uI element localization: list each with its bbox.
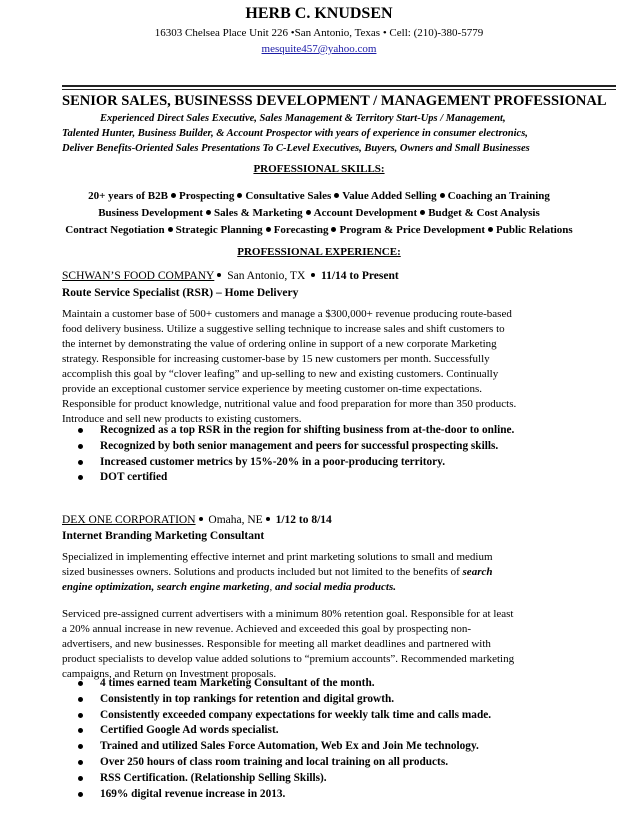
list-item [78, 455, 514, 471]
bullet-dot-icon [206, 210, 211, 215]
achievement-text: Increased customer metrics by 15%-20% in a poor-producing territory. [100, 455, 446, 468]
bullet-dot-icon [488, 227, 493, 232]
job-description-line: a 20% annual increase in new revenue. Achieved and exceeded this goal by prospecting non- [62, 623, 471, 635]
summary-line: Talented Hunter, Business Builder, & Account Prospector with years of experience in consumer electronics, [62, 128, 528, 139]
skills-section-title: PROFESSIONAL SKILLS: [253, 163, 385, 175]
job-description-line: Specialized in implementing effective internet and print marketing solutions to small and medium [62, 551, 493, 563]
job-company-line [62, 270, 399, 282]
achievement-list [78, 423, 514, 486]
bullet-dot-icon [217, 273, 221, 277]
achievement-text: RSS Certification. (Relationship Selling Skills). [100, 771, 327, 784]
professional-headline: SENIOR SALES, BUSINESSS DEVELOPMENT / MANAGEMENT PROFESSIONAL [62, 93, 607, 109]
job-role: Internet Branding Marketing Consultant [62, 530, 265, 542]
skill-item: Value Added Selling [342, 190, 437, 202]
list-item [78, 739, 491, 755]
skills-row [0, 207, 638, 219]
bullet-dot-icon [237, 193, 242, 198]
list-item [78, 470, 514, 486]
job-description-line: the internet by demonstrating the value of ordering online in support of a new corporate Marketing [62, 338, 497, 350]
job-description-line: Introduce and sell new products to existing customers. [62, 413, 302, 425]
list-item [78, 755, 491, 771]
skill-item: Coaching an Training [447, 190, 550, 202]
bullet-dot-icon [78, 460, 83, 465]
emphasis-text: engine optimization, search engine marketing [62, 581, 270, 593]
bullet-dot-icon [78, 428, 83, 433]
skill-item: Consultative Sales [245, 190, 332, 202]
skill-item: Budget & Cost Analysis [428, 207, 540, 219]
bullet-dot-icon [78, 744, 83, 749]
achievement-text: Over 250 hours of class room training and local training on all products. [100, 755, 449, 768]
job-description-line: Maintain a customer base of 500+ customers and manage a $300,000+ revenue producing route-based [62, 308, 512, 320]
skill-item: Program & Price Development [339, 224, 485, 236]
job-dates: 1/12 to 8/14 [272, 514, 332, 526]
list-item [78, 723, 491, 739]
job-role: Route Service Specialist (RSR) – Home Delivery [62, 287, 299, 299]
bullet-dot-icon [78, 760, 83, 765]
bullet-dot-icon [334, 193, 339, 198]
bullet-dot-icon [199, 517, 203, 521]
email-link[interactable]: mesquite457@yahoo.com [261, 43, 377, 55]
list-item [78, 692, 491, 708]
list-item [78, 423, 514, 439]
list-item [78, 787, 491, 803]
bullet-dot-icon [78, 776, 83, 781]
header-divider [62, 85, 616, 87]
achievement-text: Trained and utilized Sales Force Automation, Web Ex and Join Me technology. [100, 740, 479, 753]
achievement-text: Recognized as a top RSR in the region for shifting business from at-the-door to online. [100, 424, 515, 436]
skill-item: Account Development [313, 207, 418, 219]
skill-item: Sales & Marketing [214, 207, 303, 219]
achievement-text: DOT certified [100, 471, 168, 484]
bullet-dot-icon [266, 517, 270, 521]
list-item [78, 439, 514, 455]
skill-item: Forecasting [273, 224, 329, 236]
skill-item: Prospecting [178, 190, 235, 202]
job-company-line [62, 514, 332, 526]
contact-address-line: 16303 Chelsea Place Unit 226 •San Antonio, Texas • Cell: (210)-380-5779 [154, 27, 484, 39]
bullet-dot-icon [78, 792, 83, 797]
summary-line: Experienced Direct Sales Executive, Sales Management & Territory Start-Ups / Management, [100, 113, 506, 124]
list-item [78, 676, 491, 692]
job-location: San Antonio, TX [224, 270, 309, 282]
list-item [78, 708, 491, 724]
job-description-line: provide an exceptional customer service experience by meeting customer on-time expectations. [62, 383, 482, 395]
bullet-dot-icon [331, 227, 336, 232]
bullet-dot-icon [78, 444, 83, 449]
job-description-line [62, 581, 396, 593]
candidate-name: HERB C. KNUDSEN [245, 5, 393, 22]
bullet-dot-icon [78, 713, 83, 718]
bullet-dot-icon [311, 273, 315, 277]
job-dates: 11/14 to Present [318, 270, 399, 282]
bullet-dot-icon [420, 210, 425, 215]
job-description-line: campaigns, and Return on Investment proposals. [62, 668, 277, 680]
bullet-dot-icon [306, 210, 311, 215]
achievement-list [78, 676, 491, 802]
bullet-dot-icon [78, 681, 83, 686]
job-location: Omaha, NE [205, 514, 263, 526]
bullet-dot-icon [266, 227, 271, 232]
list-item [78, 771, 491, 787]
job-description-line: product specialists to develop value added solutions to “premium accounts”. Recommended marketing [62, 653, 515, 665]
company-name: DEX ONE CORPORATION [62, 514, 196, 526]
bullet-dot-icon [171, 193, 176, 198]
bullet-dot-icon [440, 193, 445, 198]
summary-line: Deliver Benefits-Oriented Sales Presentations To C-Level Executives, Buyers, Owners and Small Businesses [62, 143, 530, 154]
job-description-line: strategy. Responsible for increasing customer-base by 15 new customers per month. Successfully [62, 353, 490, 365]
job-description-line: accomplish this goal by “clover leafing” and up-selling to new and existing customers. Continually [62, 368, 499, 380]
achievement-text: Recognized by both senior management and peers for successful prospecting skills. [100, 439, 499, 452]
achievement-text: 4 times earned team Marketing Consultant of the month. [100, 677, 375, 689]
emphasis-text: and social media products. [275, 581, 397, 593]
company-name: SCHWAN’S FOOD COMPANY [62, 270, 215, 282]
description-text: , [269, 581, 275, 593]
job-description-line: Responsible for product knowledge, nutritional value and food preparation for more than 350 products. [62, 398, 517, 410]
achievement-text: Consistently in top rankings for retention and digital growth. [100, 692, 395, 705]
job-description-line [62, 566, 492, 578]
achievement-text: 169% digital revenue increase in 2013. [100, 787, 286, 800]
skill-item: 20+ years of B2B [88, 190, 168, 202]
bullet-dot-icon [78, 697, 83, 702]
experience-section-title: PROFESSIONAL EXPERIENCE: [237, 246, 401, 258]
achievement-text: Certified Google Ad words specialist. [100, 724, 279, 737]
skill-item: Public Relations [495, 224, 573, 236]
skill-item: Strategic Planning [175, 224, 263, 236]
job-description-line: advertisers, and new businesses. Responsible for meeting all market deadlines and partnered with [62, 638, 491, 650]
emphasis-text: search [462, 566, 493, 578]
job-description-line: Serviced pre-assigned current advertisers with a minimum 80% retention goal. Responsible for at least [62, 608, 514, 620]
achievement-text: Consistently exceeded company expectations for weekly talk time and calls made. [100, 708, 492, 721]
description-text: sized businesses owners. Solutions and products included but not limited to the benefits of [62, 566, 463, 578]
skills-row [0, 190, 638, 202]
header-divider-thin [62, 89, 616, 90]
bullet-dot-icon [78, 475, 83, 480]
skill-item: Contract Negotiation [65, 224, 165, 236]
job-description-line: food delivery business. Utilize a suggestive selling technique to increase sales and shift customers to [62, 323, 505, 335]
skill-item: Business Development [98, 207, 204, 219]
bullet-dot-icon [78, 728, 83, 733]
bullet-dot-icon [168, 227, 173, 232]
skills-row [0, 224, 638, 236]
